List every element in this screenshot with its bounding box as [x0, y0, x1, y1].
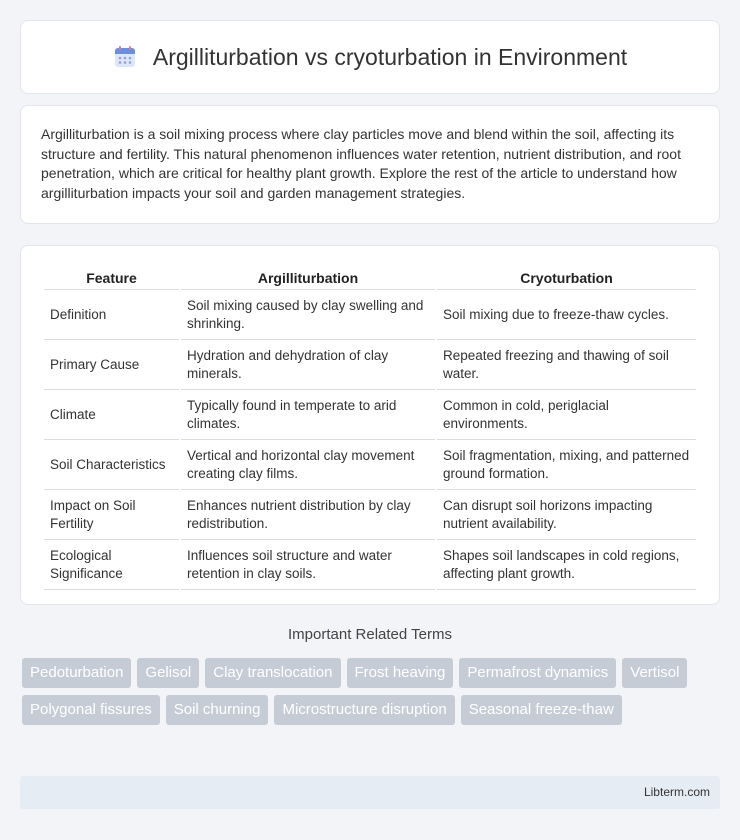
related-term-tag[interactable]: Microstructure disruption	[274, 695, 454, 725]
table-header-row	[44, 266, 696, 290]
table-cell: Common in cold, periglacial environments.	[437, 390, 696, 440]
table-cell: Soil Characteristics	[44, 440, 179, 490]
table-cell: Can disrupt soil horizons impacting nutrient availability.	[437, 490, 696, 540]
comparison-table-card	[20, 245, 720, 605]
table-row	[44, 440, 696, 490]
related-term-tag[interactable]: Permafrost dynamics	[459, 658, 616, 688]
related-terms-list	[22, 658, 722, 725]
table-cell: Impact on Soil Fertility	[44, 490, 179, 540]
page-title: Argilliturbation vs cryoturbation in Environment	[152, 43, 628, 70]
table-cell: Typically found in temperate to arid climates.	[181, 390, 435, 440]
table-row	[44, 390, 696, 440]
table-cell: Ecological Significance	[44, 540, 179, 590]
table-cell: Soil mixing caused by clay swelling and shrinking.	[181, 290, 435, 340]
table-cell: Climate	[44, 390, 179, 440]
intro-card	[20, 105, 720, 224]
calendar-icon	[113, 45, 137, 69]
table-cell: Definition	[44, 290, 179, 340]
related-term-tag[interactable]: Frost heaving	[347, 658, 454, 688]
related-term-tag[interactable]: Soil churning	[166, 695, 269, 725]
table-row	[44, 540, 696, 590]
table-cell: Vertical and horizontal clay movement creating clay films.	[181, 440, 435, 490]
table-header-cell: Cryoturbation	[437, 266, 696, 290]
related-term-tag[interactable]: Polygonal fissures	[22, 695, 160, 725]
table-header-cell: Argilliturbation	[181, 266, 435, 290]
related-terms-title: Important Related Terms	[288, 626, 452, 643]
table-cell: Influences soil structure and water retention in clay soils.	[181, 540, 435, 590]
table-row	[44, 340, 696, 390]
footer-link[interactable]: Libterm.com	[643, 785, 710, 799]
related-term-tag[interactable]: Seasonal freeze-thaw	[461, 695, 622, 725]
comparison-table	[42, 266, 698, 590]
footer	[20, 776, 720, 809]
table-cell: Hydration and dehydration of clay minerals.	[181, 340, 435, 390]
related-term-tag[interactable]: Pedoturbation	[22, 658, 131, 688]
table-row	[44, 290, 696, 340]
intro-text: Argilliturbation is a soil mixing process where clay particles move and blend within the soil, affecting its structure and fertility. This natural phenomenon influences water retention, nutrient distribution, and root penetration, which are critical for healthy plant growth. Explore the rest of the article to understand how argilliturbation impacts your soil and garden management strategies.	[41, 126, 681, 201]
table-cell: Soil mixing due to freeze-thaw cycles.	[437, 290, 696, 340]
table-cell: Soil fragmentation, mixing, and patterned ground formation.	[437, 440, 696, 490]
table-header-cell: Feature	[44, 266, 179, 290]
table-cell: Enhances nutrient distribution by clay redistribution.	[181, 490, 435, 540]
related-term-tag[interactable]: Clay translocation	[205, 658, 340, 688]
table-cell: Shapes soil landscapes in cold regions, affecting plant growth.	[437, 540, 696, 590]
related-term-tag[interactable]: Vertisol	[622, 658, 687, 688]
table-row	[44, 490, 696, 540]
table-cell: Repeated freezing and thawing of soil water.	[437, 340, 696, 390]
related-term-tag[interactable]: Gelisol	[137, 658, 199, 688]
header-card	[20, 20, 720, 94]
table-cell: Primary Cause	[44, 340, 179, 390]
